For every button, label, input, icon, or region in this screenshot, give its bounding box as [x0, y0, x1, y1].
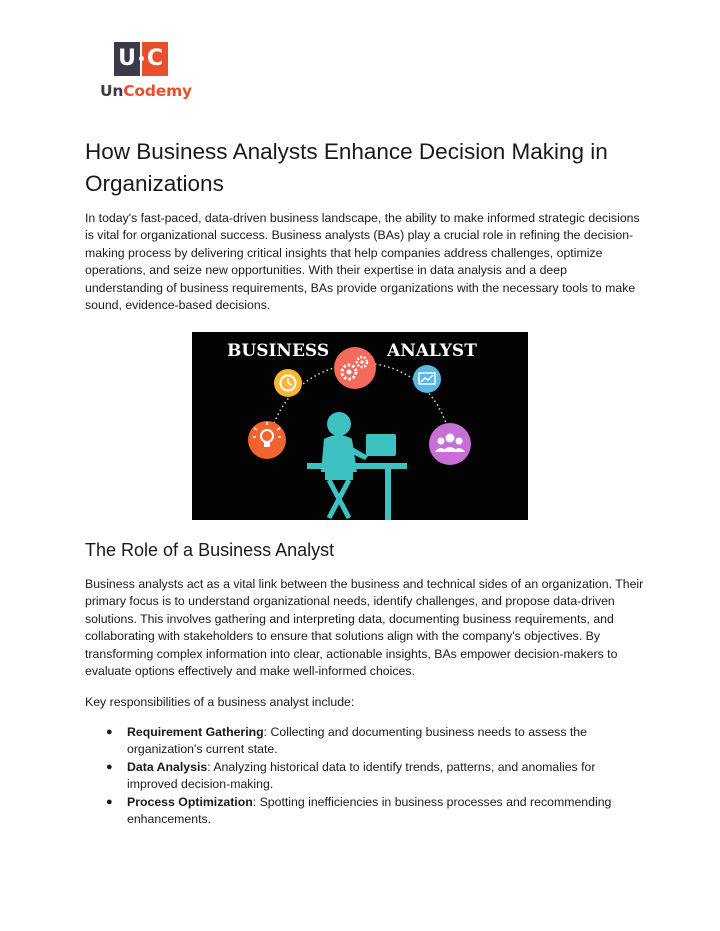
- uncodemy-logo: [100, 42, 192, 104]
- page-title: How Business Analysts Enhance Decision Making in Organizations: [85, 139, 608, 196]
- role-paragraph: Business analysts act as a vital link between the business and technical sides of an organization. Their primary focus is to understand organizational needs, identify challenges, and propose data-driven solutions. This involves gathering and interpreting data, documenting business requirements, and collaborating with stakeholders to ensure that solutions align with the company's objectives. By transforming complex information into clear, actionable insights, BAs empower decision-makers to evaluate options effectively and make well-informed choices.: [85, 577, 644, 679]
- clock-icon: [274, 369, 302, 397]
- logo-mark: [114, 42, 170, 76]
- list-item: [85, 724, 645, 759]
- bullet-icon: ●: [106, 795, 113, 808]
- logo-letter-u: U: [114, 42, 140, 76]
- responsibility-text: : Spotting inefficiencies in business processes and recommending enhancements.: [127, 794, 612, 827]
- hero-word-analyst: ANALYST: [387, 341, 477, 361]
- intro-paragraph: In today's fast-paced, data-driven business landscape, the ability to make informed strategic decisions is vital for organizational success. Business analysts (BAs) play a crucial role in refining the decision-making process by delivering critical insights that help companies address challenges, optimize operations, and seize new opportunities. With their expertise in data analysis and a deep understanding of business requirements, BAs provide organizations with the necessary tools to make sound, evidence-based decisions.: [85, 211, 640, 313]
- responsibility-text: : Analyzing historical data to identify trends, patterns, and anomalies for improved decision-making.: [127, 759, 596, 792]
- logo-wordmark-part2: Codemy: [123, 82, 192, 100]
- bullet-icon: ●: [106, 760, 113, 773]
- logo-wordmark-part1: Un: [100, 82, 124, 100]
- gears-icon: [334, 347, 376, 389]
- logo-wordmark: [100, 82, 192, 100]
- list-item: [85, 759, 645, 794]
- chart-icon: [413, 365, 441, 393]
- logo-dot: [139, 56, 144, 61]
- responsibility-term: Process Optimization: [127, 794, 253, 809]
- logo-letter-c: C: [142, 42, 168, 76]
- analyst-at-desk-figure: [307, 412, 407, 520]
- key-responsibilities-intro: Key responsibilities of a business analyst include:: [85, 695, 355, 709]
- business-analyst-illustration: [192, 332, 528, 520]
- section-heading: The Role of a Business Analyst: [85, 540, 335, 560]
- hero-word-business: BUSINESS: [227, 341, 330, 361]
- lightbulb-icon: [248, 421, 286, 459]
- hero-illustration-svg: [192, 332, 528, 520]
- team-icon: [429, 423, 471, 465]
- responsibilities-list: [85, 724, 645, 828]
- responsibility-term: Data Analysis: [127, 759, 208, 774]
- responsibility-text: : Collecting and documenting business needs to assess the organization's current state.: [127, 725, 587, 757]
- bullet-icon: ●: [106, 726, 113, 738]
- list-item: [85, 794, 645, 829]
- responsibility-term: Requirement Gathering: [127, 725, 264, 739]
